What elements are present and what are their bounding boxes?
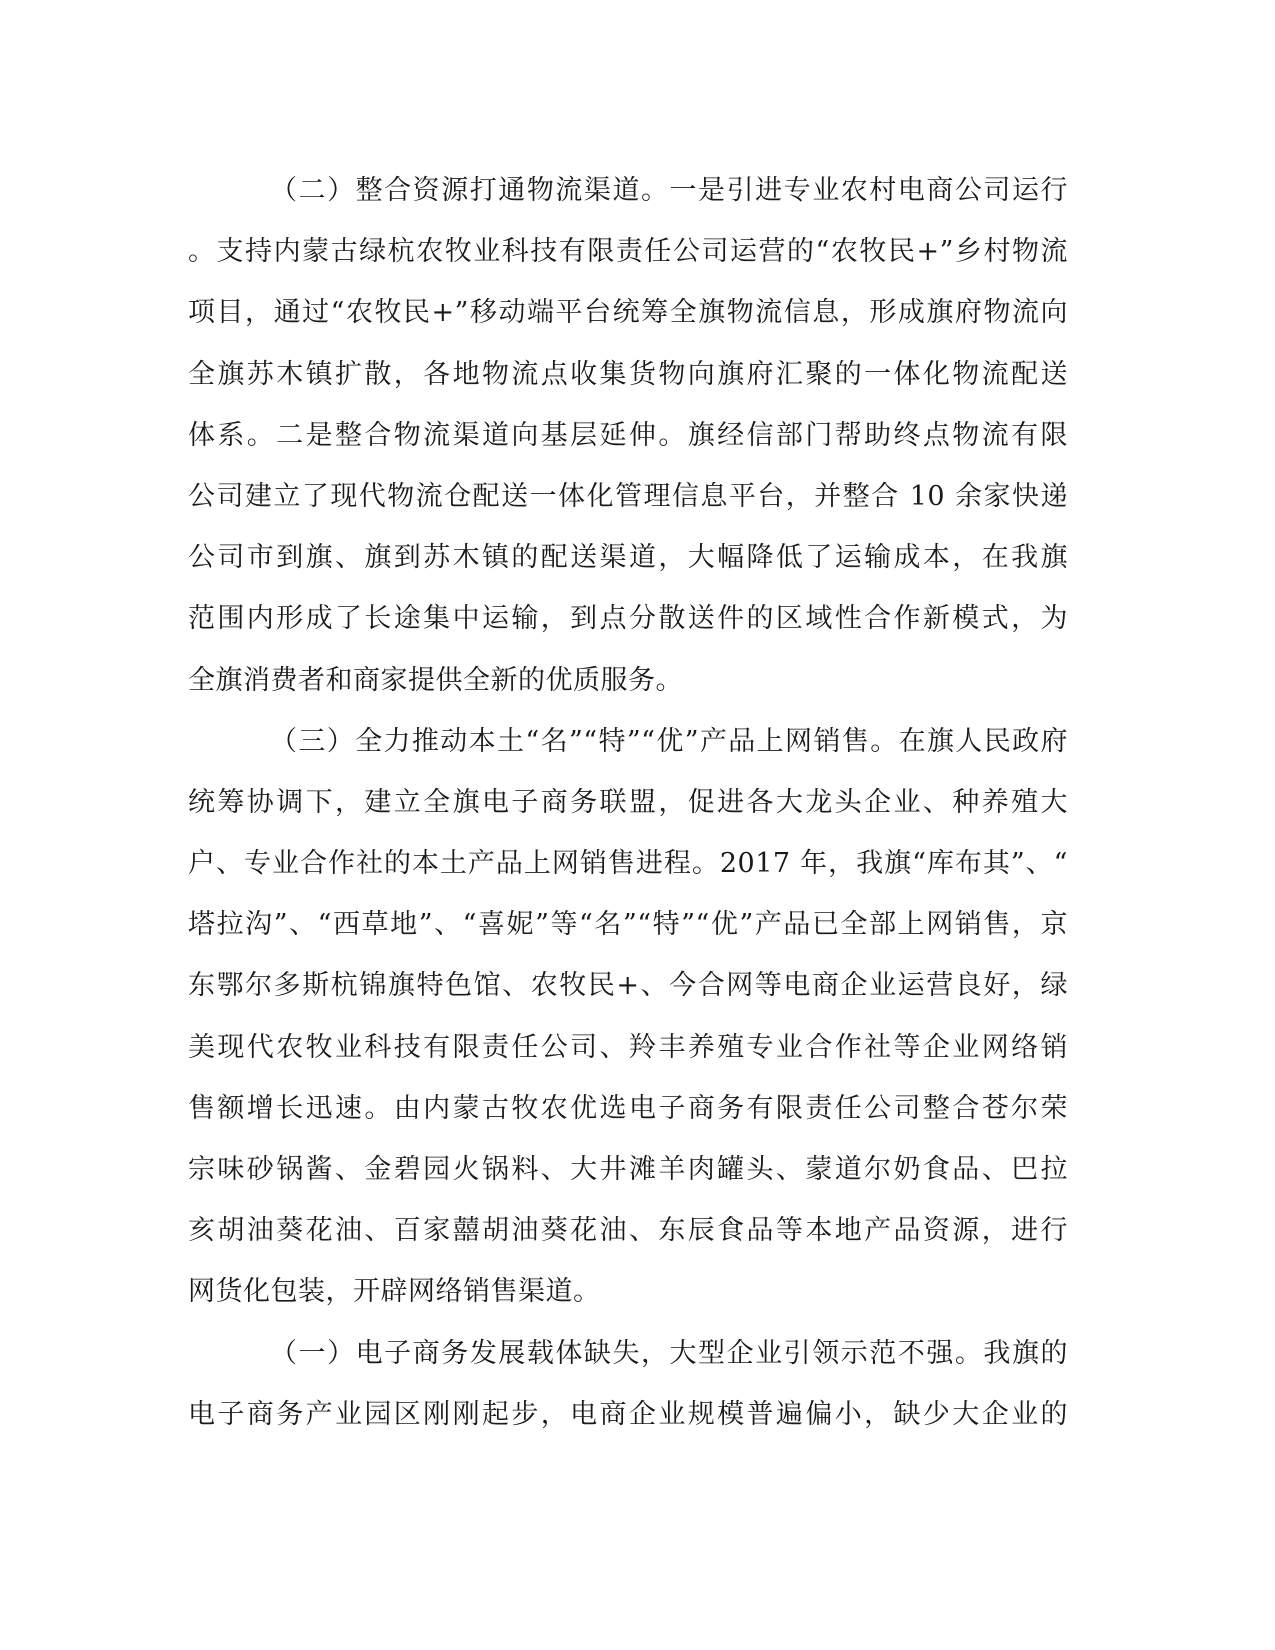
text-line: 公司市到旗、旗到苏木镇的配送渠道，大幅降低了运输成本，在我旗 [188,542,1068,574]
text-line: 售额增长迅速。由内蒙古牧农优选电子商务有限责任公司整合苍尔荣 [188,1092,1068,1124]
text-line: 全旗苏木镇扩散，各地物流点收集货物向旗府汇聚的一体化物流配送 [188,358,1068,390]
text-line: 网货化包装，开辟网络销售渠道。 [188,1276,601,1308]
text-line: 塔拉沟”、“西草地”、“喜妮”等“名”“特”“优”产品已全部上网销售，京 [188,909,1068,941]
paragraph-local-products [188,711,1068,1323]
text-line: 美现代农牧业科技有限责任公司、羚丰养殖专业合作社等企业网络销 [188,1031,1068,1063]
text-line: 宗味砂锅酱、金碧园火锅料、大井滩羊肉罐头、蒙道尔奶食品、巴拉 [188,1154,1068,1185]
text-line: 体系。二是整合物流渠道向基层延伸。旗经信部门帮助终点物流有限 [188,419,1068,451]
paragraph-logistics [188,160,1068,711]
text-line: 公司建立了现代物流仓配送一体化管理信息平台，并整合 10 余家快递 [188,480,1068,512]
text-line: 亥胡油葵花油、百家囍胡油葵花油、东辰食品等本地产品资源，进行 [188,1215,1068,1247]
text-line: （一）电子商务发展载体缺失，大型企业引领示范不强。我旗的 [270,1337,1068,1369]
text-line: 项目，通过“农牧民+”移动端平台统筹全旗物流信息，形成旗府物流向 [188,297,1068,329]
text-line: 电子商务产业园区刚刚起步，电商企业规模普遍偏小，缺少大企业的 [188,1398,1068,1430]
text-line: 全旗消费者和商家提供全新的优质服务。 [188,664,683,696]
text-line: 东鄂尔多斯杭锦旗特色馆、农牧民+、今合网等电商企业运营良好，绿 [188,970,1068,1002]
text-line: 户、专业合作社的本土产品上网销售进程。2017 年，我旗“库布其”、“ [188,848,1068,880]
document-body [188,160,1068,1445]
text-line: 范围内形成了长途集中运输，到点分散送件的区域性合作新模式，为 [188,603,1068,635]
paragraph-problems [188,1323,1068,1445]
text-line: （二）整合资源打通物流渠道。一是引进专业农村电商公司运行 [270,175,1068,206]
text-line: 统筹协调下，建立全旗电子商务联盟，促进各大龙头企业、种养殖大 [188,786,1068,818]
text-line: （三）全力推动本土“名”“特”“优”产品上网销售。在旗人民政府 [270,725,1068,757]
text-line: 。支持内蒙古绿杭农牧业科技有限责任公司运营的“农牧民+”乡村物流 [188,236,1068,268]
